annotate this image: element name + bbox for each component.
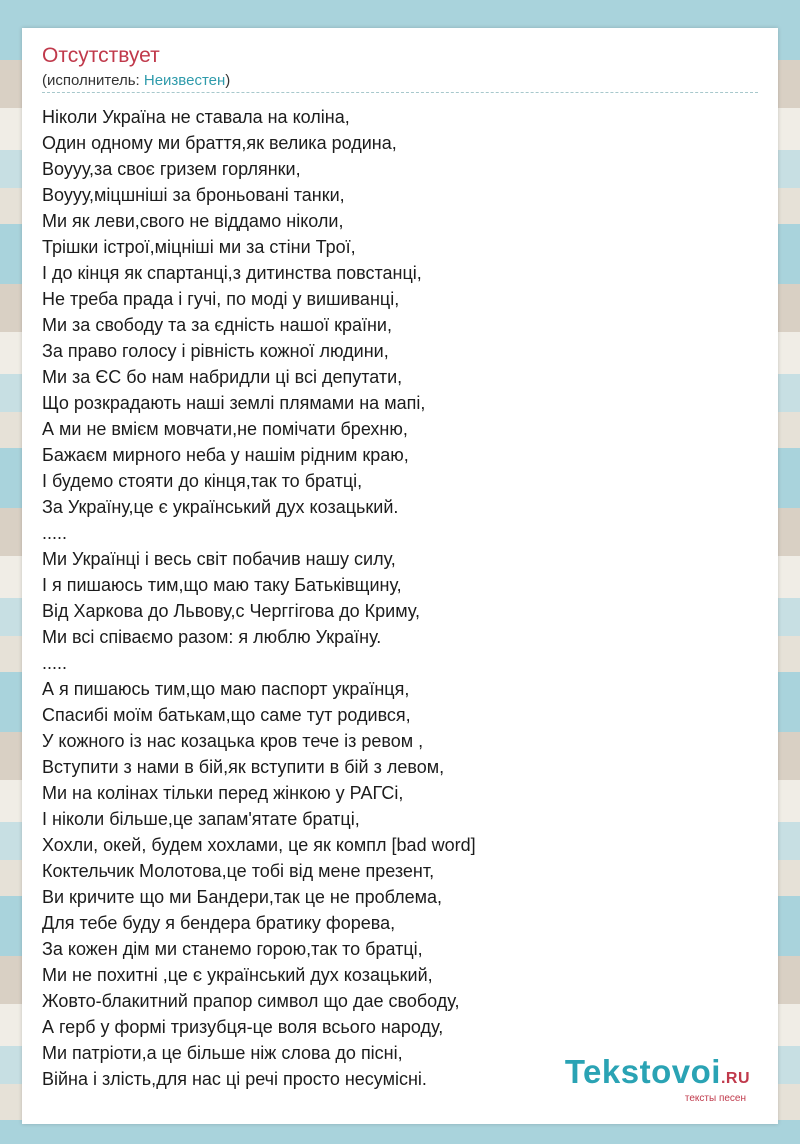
lyric-line: За Україну,це є український дух козацький. [42, 497, 399, 517]
lyric-line: Ми за ЄС бо нам набридли ці всі депутати, [42, 367, 403, 387]
lyric-line: Воууу,за своє гризем горлянки, [42, 159, 301, 179]
lyric-line: Від Харкова до Львову,с Черггігова до Криму, [42, 601, 420, 621]
lyric-line: Бажаєм мирного неба у нашім рідним краю, [42, 445, 409, 465]
lyric-line: Трішки істрої,міцніші ми за стіни Трої, [42, 237, 356, 257]
lyric-line: У кожного із нас козацька кров тече із ревом , [42, 731, 424, 751]
lyric-line: ..... [42, 523, 68, 543]
lyric-line: А ми не вмієм мовчати,не помічати брехню, [42, 419, 408, 439]
lyric-line: Ми патріоти,а це більше ніж слова до пісні, [42, 1043, 403, 1063]
lyric-line: Спасибі моїм батькам,що саме тут родився, [42, 705, 411, 725]
lyric-line: Хохли, окей, будем хохлами, це як компл [bad word] [42, 835, 476, 855]
lyric-line: Ми за свободу та за єдність нашої країни, [42, 315, 392, 335]
lyrics-text [42, 104, 476, 1092]
artist-link[interactable]: Неизвестен [143, 72, 226, 89]
lyric-line: Ніколи Україна не ставала на коліна, [42, 107, 350, 127]
lyric-line: За право голосу і рівність кожної людини, [42, 341, 389, 361]
lyric-line: Ми Українці і весь світ побачив нашу силу, [42, 549, 396, 569]
logo-tagline: тексты песен [684, 1093, 746, 1104]
lyric-line: Воууу,міцшніші за броньовані танки, [42, 185, 345, 205]
lyric-line: І до кінця як спартанці,з дитинства повстанці, [42, 263, 422, 283]
lyric-line: Один одному ми браття,як велика родина, [42, 133, 397, 153]
lyric-line: Вступити з нами в бій,як вступити в бій з левом, [42, 757, 445, 777]
artist-prefix: (исполнитель: [42, 72, 144, 89]
lyric-line: І я пишаюсь тим,що маю таку Батьківщину, [42, 575, 402, 595]
artist-line [42, 72, 230, 90]
artist-suffix: ) [225, 72, 231, 89]
lyrics-card [22, 28, 778, 1124]
lyric-line: Коктельчик Молотова,це тобі від мене презент, [42, 861, 435, 881]
lyric-line: А герб у формі тризубця-це воля всього народу, [42, 1017, 444, 1037]
lyric-line: За кожен дім ми станемо горою,так то братці, [42, 939, 423, 959]
lyric-line: А я пишаюсь тим,що маю паспорт українця, [42, 679, 410, 699]
lyric-line: Ви кричите що ми Бандери,так це не проблема, [42, 887, 443, 907]
lyric-line: Війна і злість,для нас ці речі просто несумісні. [42, 1069, 427, 1089]
song-title: Отсутствует [42, 44, 160, 67]
lyric-line: Ми всі співаємо разом: я люблю Україну. [42, 627, 382, 647]
lyric-line: Жовто-блакитний прапор символ що дае свободу, [42, 991, 460, 1011]
lyric-line: Ми не похитні ,це є український дух козацький, [42, 965, 433, 985]
lyric-line: Що розкрадають наші землі плямами на мапі, [42, 393, 426, 413]
title-divider [42, 92, 758, 93]
lyric-line: Для тебе буду я бендера братику форева, [42, 913, 396, 933]
lyric-line: Ми на колінах тільки перед жінкою у РАГСі, [42, 783, 404, 803]
lyric-line: ..... [42, 653, 68, 673]
lyric-line: І ніколи більше,це запам'ятате братці, [42, 809, 360, 829]
lyric-line: Ми як леви,свого не віддамо ніколи, [42, 211, 344, 231]
site-logo[interactable] [565, 1055, 750, 1104]
logo-tld: .RU [720, 1070, 750, 1087]
logo-wordmark: Tekstovoi [564, 1053, 721, 1090]
lyric-line: Не треба прада і гучі, по моді у вишиванці, [42, 289, 400, 309]
lyric-line: І будемо стояти до кінця,так то братці, [42, 471, 363, 491]
